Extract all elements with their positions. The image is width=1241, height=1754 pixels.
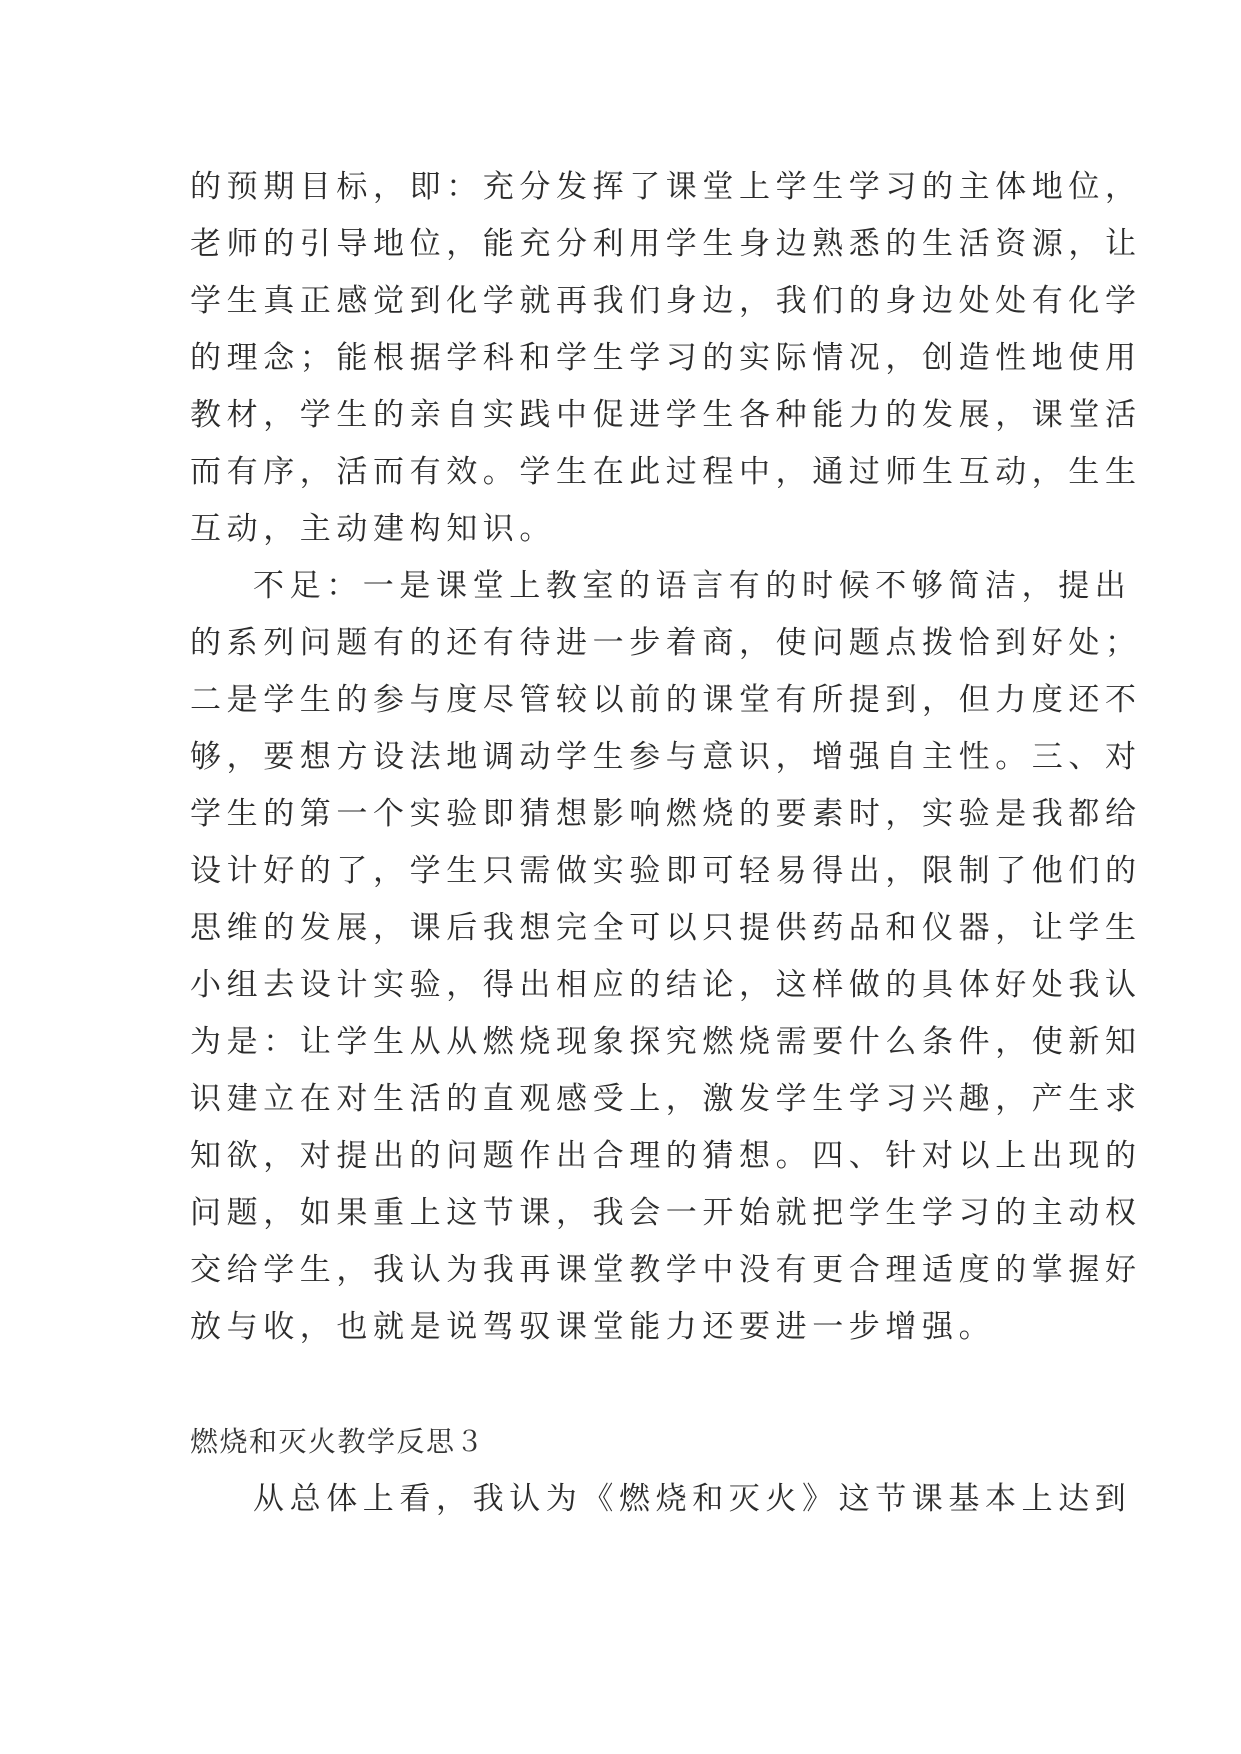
section-heading: 燃烧和灭火教学反思３ <box>190 1425 486 1458</box>
paragraph-line: 老师的引导地位，能充分利用学生身边熟悉的生活资源，让 <box>190 226 1142 262</box>
paragraph-line: 的预期目标，即：充分发挥了课堂上学生学习的主体地位， <box>190 169 1142 205</box>
paragraph-line: 交给学生，我认为我再课堂教学中没有更合理适度的掌握好 <box>190 1252 1142 1288</box>
paragraph-line: 而有序，活而有效。学生在此过程中，通过师生互动，生生 <box>190 454 1142 490</box>
paragraph-line: 知欲，对提出的问题作出合理的猜想。四、针对以上出现的 <box>190 1138 1142 1174</box>
paragraph-line: 识建立在对生活的直观感受上，激发学生学习兴趣，产生求 <box>190 1081 1142 1117</box>
paragraph-line: 为是：让学生从从燃烧现象探究燃烧需要什么条件，使新知 <box>190 1024 1142 1060</box>
paragraph-line: 的系列问题有的还有待进一步着商，使问题点拨恰到好处； <box>190 625 1142 661</box>
paragraph-line: 学生的第一个实验即猜想影响燃烧的要素时，实验是我都给 <box>190 796 1142 832</box>
paragraph-line: 学生真正感觉到化学就再我们身边，我们的身边处处有化学 <box>190 283 1142 319</box>
paragraph-line: 小组去设计实验，得出相应的结论，这样做的具体好处我认 <box>190 967 1142 1003</box>
paragraph-line: 二是学生的参与度尽管较以前的课堂有所提到，但力度还不 <box>190 682 1142 718</box>
paragraph-line: 思维的发展，课后我想完全可以只提供药品和仪器，让学生 <box>190 910 1142 946</box>
paragraph-line: 互动，主动建构知识。 <box>190 511 556 547</box>
paragraph-line: 从总体上看，我认为《燃烧和灭火》这节课基本上达到 <box>253 1481 1132 1517</box>
paragraph-line: 问题，如果重上这节课，我会一开始就把学生学习的主动权 <box>190 1195 1142 1231</box>
paragraph-line: 教材，学生的亲自实践中促进学生各种能力的发展，课堂活 <box>190 397 1142 433</box>
paragraph-line: 放与收，也就是说驾驭课堂能力还要进一步增强。 <box>190 1309 996 1345</box>
paragraph-line: 的理念；能根据学科和学生学习的实际情况，创造性地使用 <box>190 340 1142 376</box>
paragraph-line: 设计好的了，学生只需做实验即可轻易得出，限制了他们的 <box>190 853 1142 889</box>
paragraph-line: 不足：一是课堂上教室的语言有的时候不够简洁，提出 <box>253 568 1132 604</box>
paragraph-line: 够，要想方设法地调动学生参与意识，增强自主性。三、对 <box>190 739 1142 775</box>
